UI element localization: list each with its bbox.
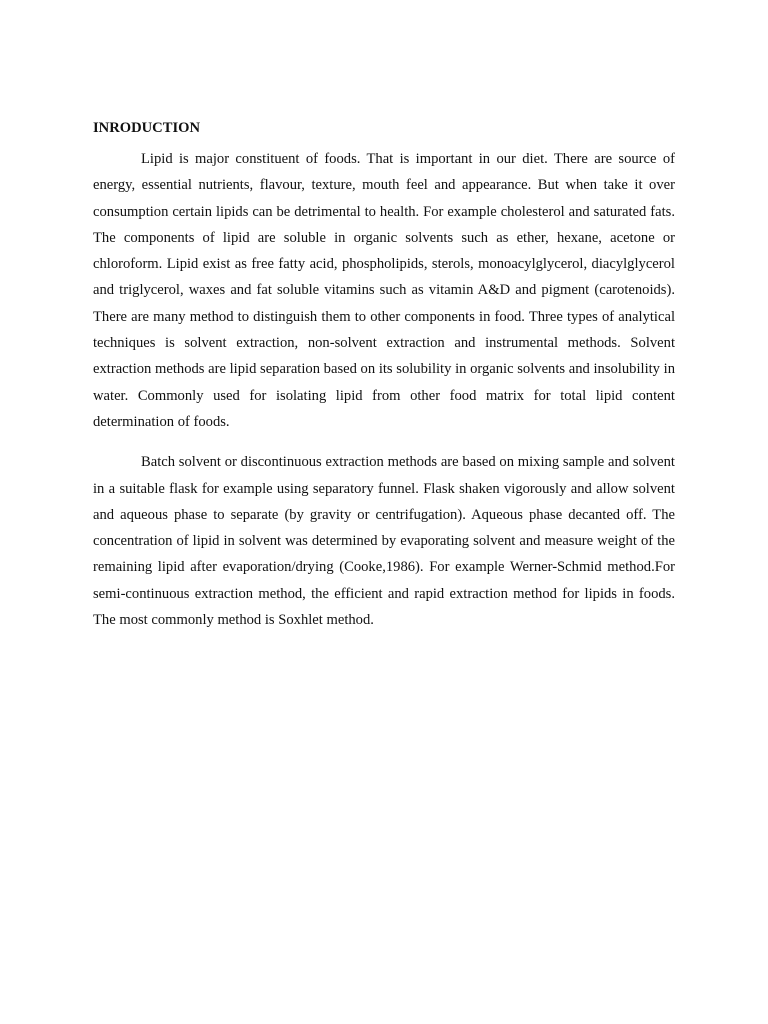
- document-body: [93, 116, 675, 647]
- paragraph: Batch solvent or discontinuous extraction methods are based on mixing sample and solvent in a suitable flask for example using separatory funnel. Flask shaken vigorously and allow solvent and aqueous phase to separate (by gravity or centrifugation). Aqueous phase decanted off. The concentration of lipid in solvent was determined by evaporating solvent and measure weight of the remaining lipid after evaporation/drying (Cooke,1986). For example Werner-Schmid method.For semi-continuous extraction method, the efficient and rapid extraction method for lipids in foods. The most commonly method is Soxhlet method.: [93, 454, 675, 629]
- section-heading: INRODUCTION: [93, 120, 201, 136]
- paragraph: Lipid is major constituent of foods. That is important in our diet. There are source of energy, essential nutrients, flavour, texture, mouth feel and appearance. But when take it over consumption certain lipids can be detrimental to health. For example cholesterol and saturated fats. The components of lipid are soluble in organic solvents such as ether, hexane, acetone or chloroform. Lipid exist as free fatty acid, phospholipids, sterols, monoacylglycerol, diacylglycerol and triglycerol, waxes and fat soluble vitamins such as vitamin A&D and pigment (carotenoids). There are many method to distinguish them to other components in food. Three types of analytical techniques is solvent extraction, non-solvent extraction and instrumental methods. Solvent extraction methods are lipid separation based on its solubility in organic solvents and insolubility in water. Commonly used for isolating lipid from other food matrix for total lipid content determination of foods.: [93, 151, 675, 430]
